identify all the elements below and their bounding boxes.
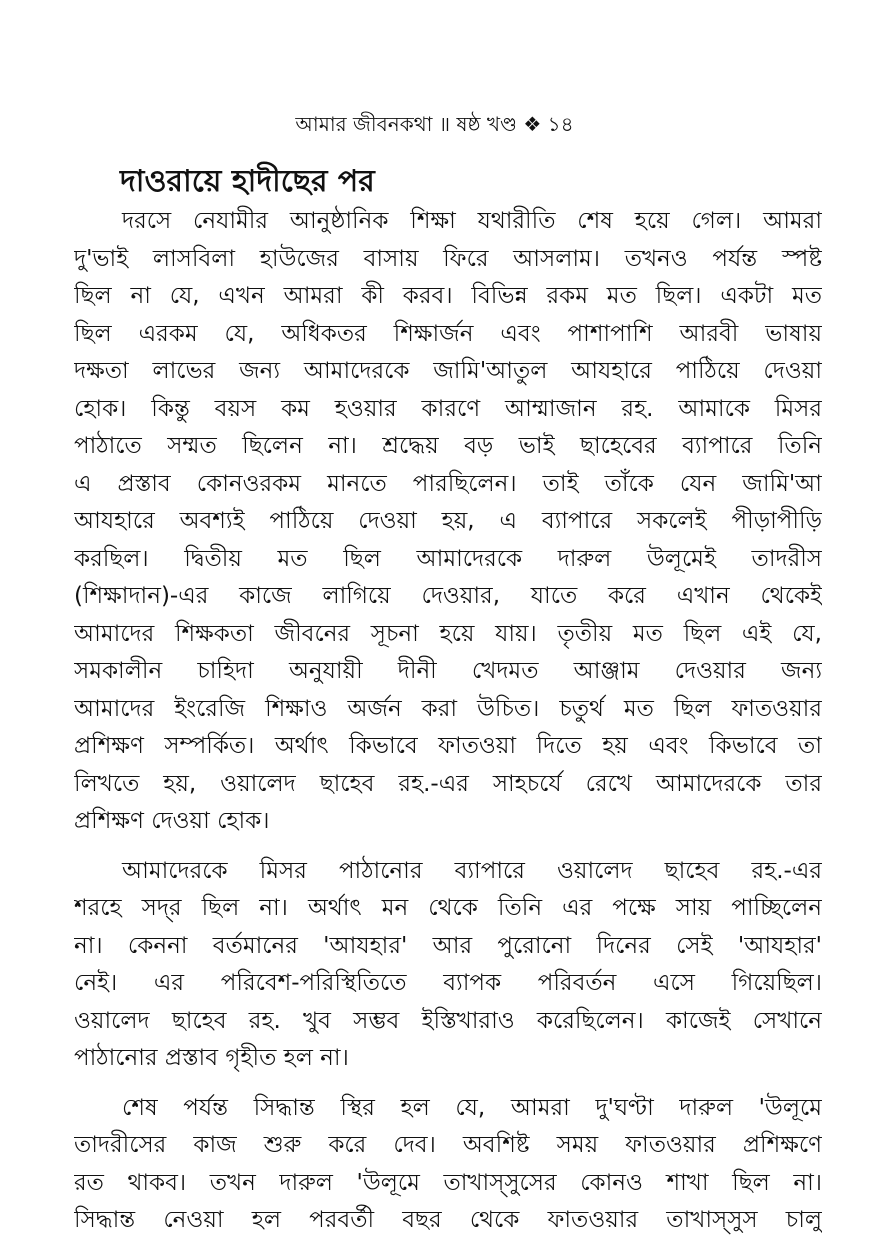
text-line: (শিক্ষাদান)-এর কাজে লাগিয়ে দেওয়ার, যাতে করে এখান থেকেই: [74, 583, 822, 609]
text-line: আমাদের ইংরেজি শিক্ষাও অর্জন করা উচিত। চতুর্থ মত ছিল ফাতওয়ার: [74, 695, 822, 722]
body-text: [74, 203, 822, 1252]
text-line: সিদ্ধান্ত নেওয়া হল পরবর্তী বছর থেকে ফাতওয়ার তাখাস্‌সুস চালু: [74, 1207, 822, 1233]
paragraph-3: [74, 1090, 822, 1240]
text-line: নেই। এর পরিবেশ-পরিস্থিতিতে ব্যাপক পরিবর্তন এসে গিয়েছিল।: [74, 970, 822, 996]
text-line: পাঠানোর প্রস্তাব গৃহীত হল না।: [74, 1045, 349, 1071]
text-line: লিখতে হয়, ওয়ালেদ ছাহেব রহ.-এর সাহচর্যে রেখে আমাদেরকে তার: [74, 770, 822, 797]
text-line: ছিল না যে, এখন আমরা কী করব। বিভিন্ন রকম মত ছিল। একটা মত: [74, 283, 822, 309]
text-line: শরহে সদ্‌র ছিল না। অর্থাৎ মন থেকে তিনি এর পক্ষে সায় পাচ্ছিলেন: [74, 895, 822, 921]
text-line: না। কেননা বর্তমানের 'আযহার' আর পুরোনো দিনের সেই 'আযহার': [74, 932, 822, 959]
running-head: আমার জীবনকথা ॥ ষষ্ঠ খণ্ড ❖ ১৪: [295, 112, 574, 136]
text-line: আমাদের শিক্ষকতা জীবনের সূচনা হয়ে যায়। তৃতীয় মত ছিল এই যে,: [74, 620, 822, 647]
text-line: হোক। কিন্তু বয়স কম হওয়ার কারণে আম্মাজান রহ. আমাকে মিসর: [74, 395, 822, 422]
text-line: আযহারে অবশ্যই পাঠিয়ে দেওয়া হয়, এ ব্যাপারে সকলেই পীড়াপীড়ি: [74, 508, 822, 534]
text-line: এ প্রস্তাব কোনওরকম মানতে পারছিলেন। তাই তাঁকে যেন জামি'আ: [74, 470, 822, 497]
text-line: দু'ভাই লাসবিলা হাউজের বাসায় ফিরে আসলাম। তখনও পর্যন্ত স্পষ্ট: [74, 245, 822, 272]
text-line: সমকালীন চাহিদা অনুযায়ী দীনী খেদমত আঞ্জাম দেওয়ার জন্য: [74, 658, 822, 684]
text-line: দক্ষতা লাভের জন্য আমাদেরকে জামি'আতুল আযহারে পাঠিয়ে দেওয়া: [74, 358, 822, 384]
paragraph-1: [74, 203, 822, 841]
text-line: দরসে নেযামীর আনুষ্ঠানিক শিক্ষা যথারীতি শেষ হয়ে গেল। আমরা: [122, 208, 822, 234]
text-line: রত থাকব। তখন দারুল 'উলূমে তাখাস্‌সুসের কোনও শাখা ছিল না।: [74, 1169, 822, 1196]
text-line: আমাদেরকে মিসর পাঠানোর ব্যাপারে ওয়ালেদ ছাহেব রহ.-এর: [122, 857, 822, 884]
text-line: তাদরীসের কাজ শুরু করে দেব। অবশিষ্ট সময় ফাতওয়ার প্রশিক্ষণে: [74, 1132, 822, 1158]
text-line: ওয়ালেদ ছাহেব রহ. খুব সম্ভব ইস্তিখারাও করেছিলেন। কাজেই সেখানে: [74, 1007, 822, 1034]
text-line: করছিল। দ্বিতীয় মত ছিল আমাদেরকে দারুল উলূমেই তাদরীস: [74, 545, 822, 572]
text-line: প্রশিক্ষণ দেওয়া হোক।: [74, 808, 270, 834]
chapter-title: দাওরায়ে হাদীছের পর: [120, 164, 375, 199]
text-line: প্রশিক্ষণ সম্পর্কিত। অর্থাৎ কিভাবে ফাতওয়া দিতে হয় এবং কিভাবে তা: [74, 733, 822, 759]
paragraph-2: [74, 853, 822, 1078]
text-line: পাঠাতে সম্মত ছিলেন না। শ্রদ্ধেয় বড় ভাই ছাহেবের ব্যাপারে তিনি: [74, 433, 822, 459]
text-line: শেষ পর্যন্ত সিদ্ধান্ত স্থির হল যে, আমরা দু'ঘণ্টা দারুল 'উলূমে: [122, 1094, 822, 1121]
text-line: ছিল এরকম যে, অধিকতর শিক্ষার্জন এবং পাশাপাশি আরবী ভাষায়: [74, 320, 822, 347]
